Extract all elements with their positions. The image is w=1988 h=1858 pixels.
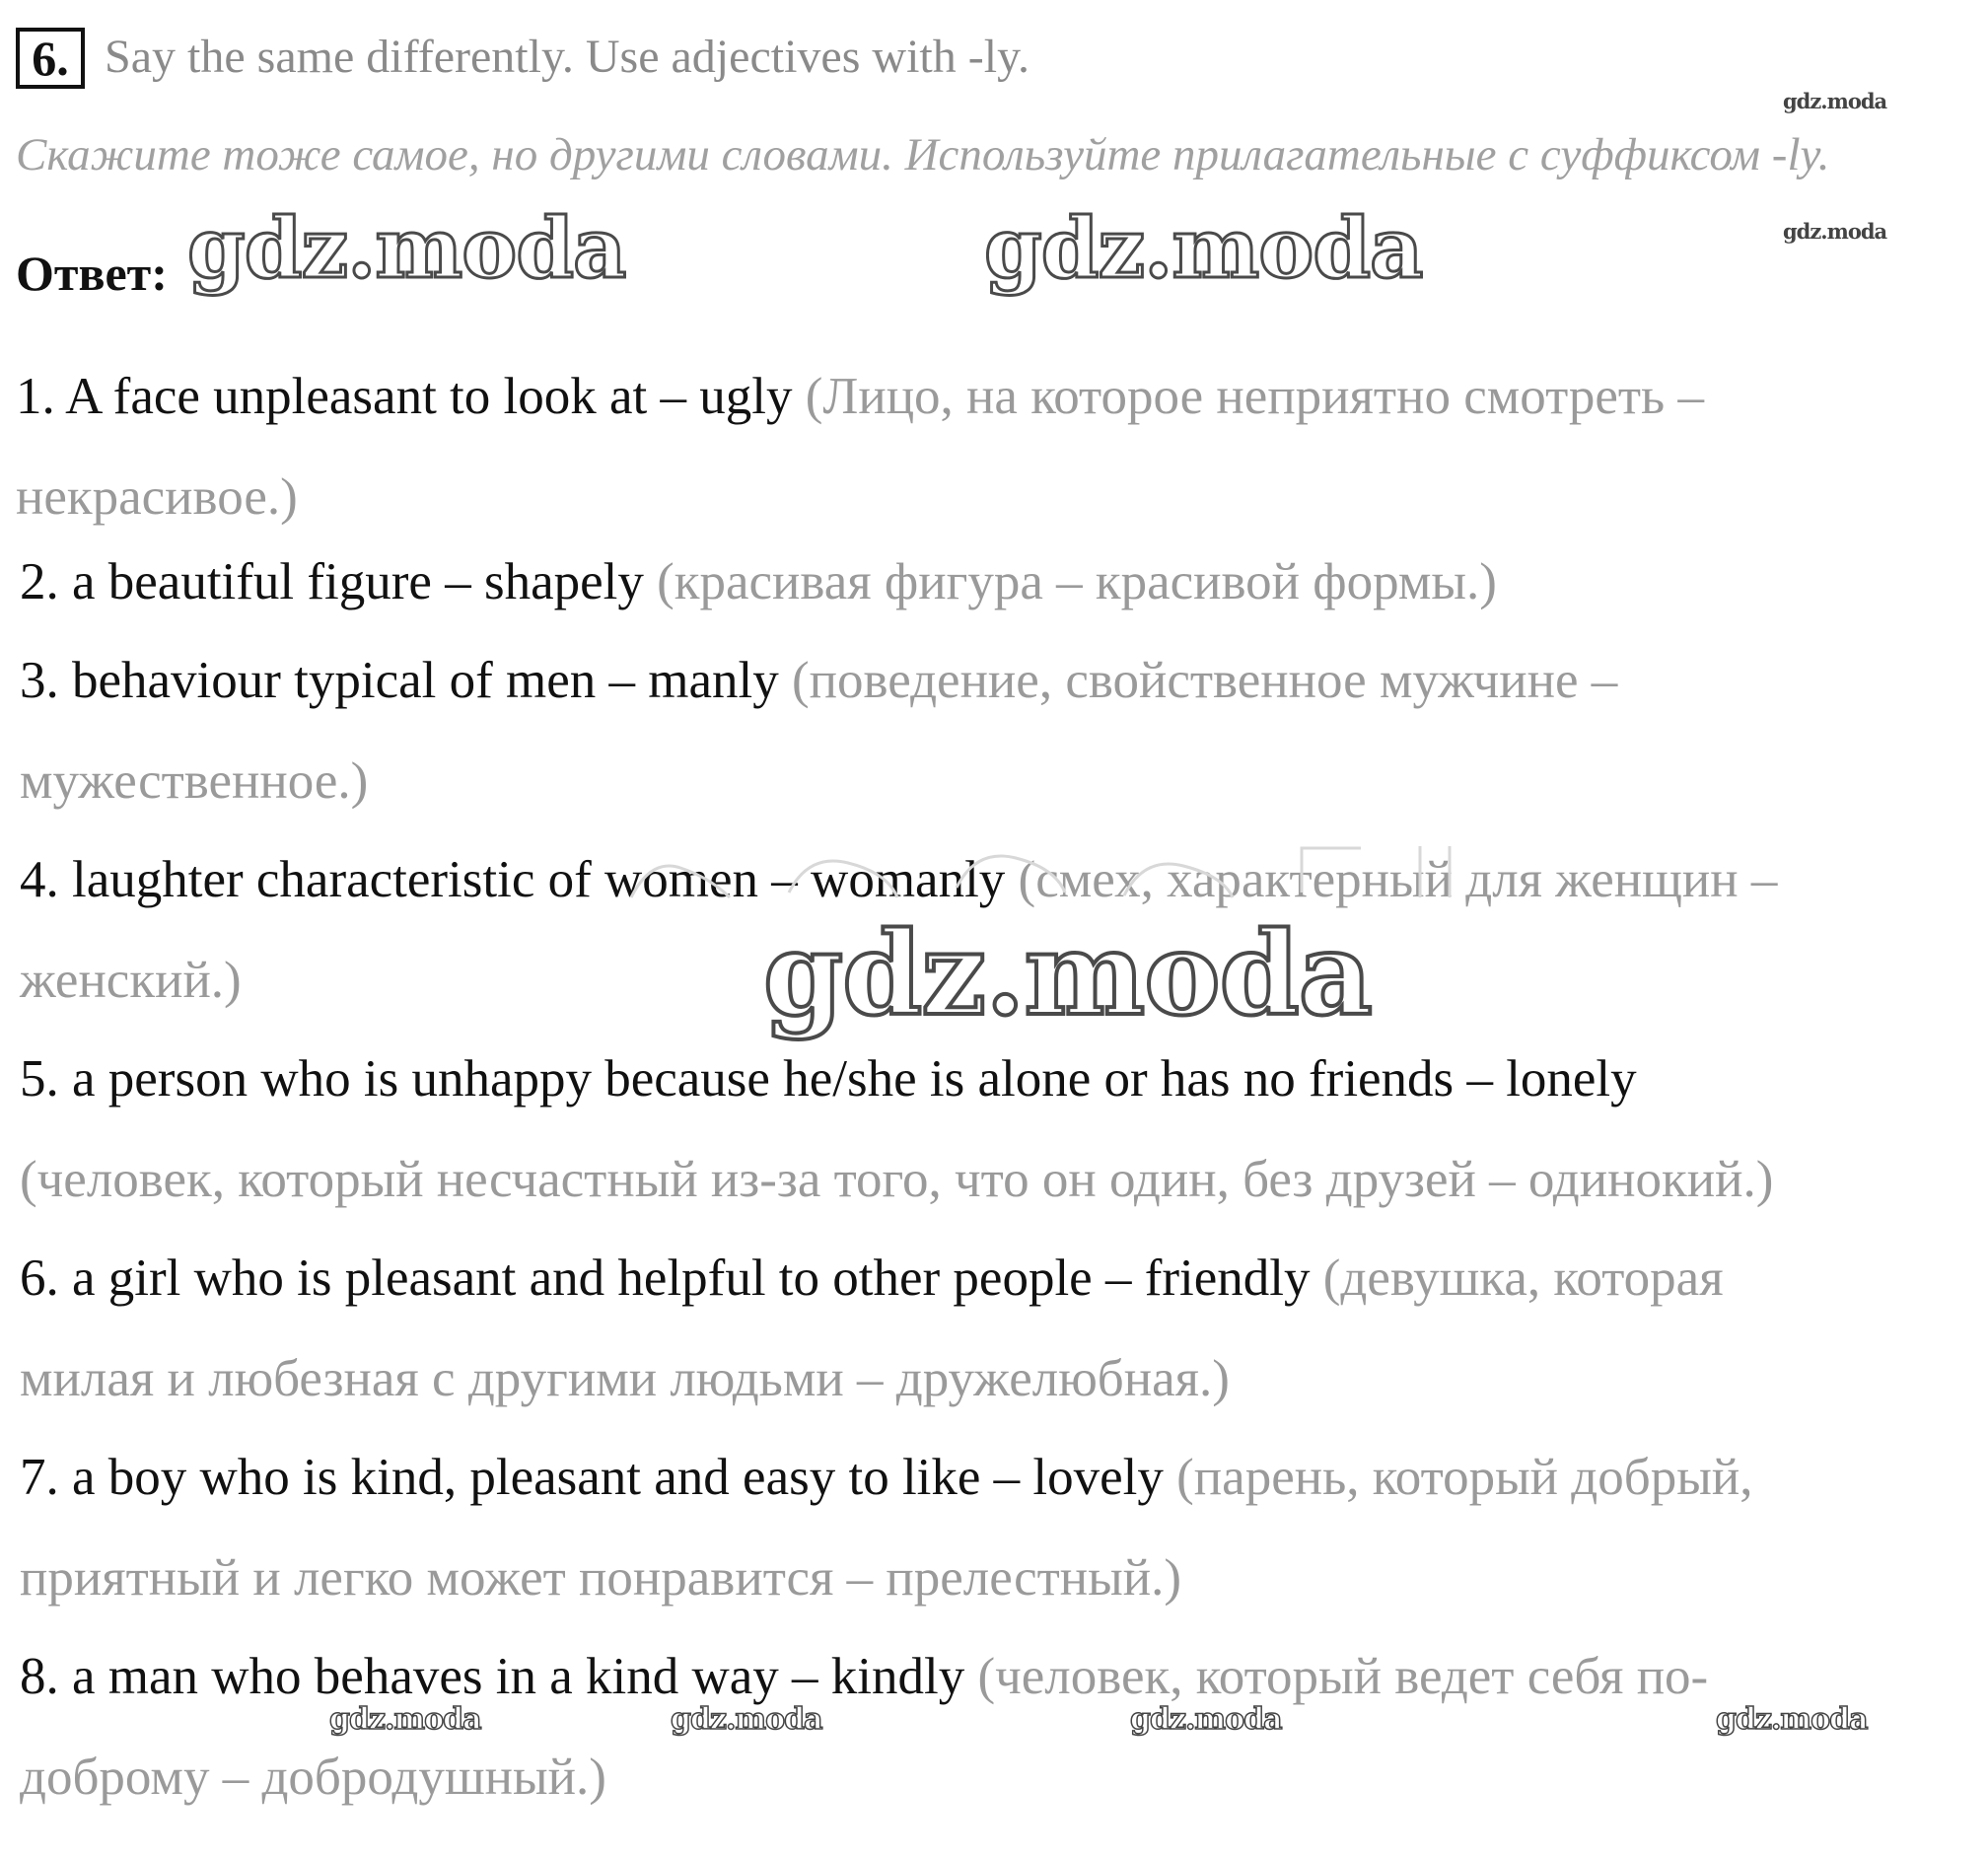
answer-item-5-continued: (человек, который несчастный из-за того, что он один, без друзей – одинокий.) (20, 1151, 1774, 1208)
answer-item-8-continued: доброму – добродушный.) (20, 1749, 606, 1806)
exercise-number: 6. (16, 28, 85, 89)
answer-translation: (человек, который ведет себя по- (977, 1648, 1709, 1705)
watermark-small: gdz.moda (1716, 1702, 1868, 1737)
instruction-russian: Скажите тоже самое, но другими словами. Используйте прилагательные с суффиксом -ly. (16, 129, 1830, 180)
watermark-large: gdz.moda (984, 199, 1423, 297)
answer-translation: (поведение, свойственное мужчине – (792, 652, 1618, 709)
watermark-small: gdz.moda (1130, 1702, 1282, 1737)
answer-english: 3. behaviour typical of men – manly (20, 652, 793, 709)
answer-item-7 (20, 1449, 1753, 1506)
answer-item-6-continued: милая и любезная с другими людьми – дружелюбная.) (20, 1350, 1230, 1407)
answer-item-2 (20, 553, 1497, 610)
answer-english: 2. a beautiful figure – shapely (20, 553, 658, 610)
answer-english: 1. A face unpleasant to look at – ugly (16, 368, 806, 425)
answer-item-7-continued: приятный и легко может понравится – прелестный.) (20, 1549, 1182, 1607)
answer-translation: (красивая фигура – красивой формы.) (657, 553, 1497, 610)
answer-english: 8. a man who behaves in a kind way – kindly (20, 1648, 978, 1705)
answer-item-3-continued: мужественное.) (20, 752, 369, 810)
answer-english: 7. a boy who is kind, pleasant and easy to like – lovely (20, 1449, 1177, 1506)
answer-item-3 (20, 652, 1618, 709)
answer-item-5 (20, 1050, 1637, 1108)
answer-label: Ответ: (16, 246, 168, 301)
watermark-small: gdz.moda (671, 1702, 822, 1737)
answer-item-1 (16, 368, 1704, 425)
answer-translation: (Лицо, на которое неприятно смотреть – (805, 368, 1704, 425)
answer-translation: (девушка, которая (1322, 1250, 1724, 1307)
answer-english: 4. laughter characteristic of women – womanly (20, 851, 1019, 908)
answer-translation: (парень, который добрый, (1176, 1449, 1753, 1506)
watermark-small: gdz.moda (329, 1702, 481, 1737)
answer-item-1-continued: некрасивое.) (16, 468, 298, 526)
answer-english: 6. a girl who is pleasant and helpful to other people – friendly (20, 1250, 1323, 1307)
answer-item-6 (20, 1252, 1724, 1305)
watermark-large: gdz.moda (187, 199, 626, 297)
instruction-english: Say the same differently. Use adjectives with -ly. (105, 31, 1030, 83)
watermark-center: gdz.moda (763, 907, 1372, 1041)
answer-english: 5. a person who is unhappy because he/she is alone or has no friends – lonely (20, 1050, 1637, 1108)
watermark-small: gdz.moda (1783, 89, 1887, 113)
answer-item-8 (20, 1648, 1709, 1705)
watermark-small: gdz.moda (1783, 219, 1887, 244)
answer-translation: (смех, характерный для женщин – (1018, 851, 1778, 908)
answer-item-4-continued: женский.) (20, 952, 242, 1009)
answer-item-4 (20, 851, 1778, 908)
